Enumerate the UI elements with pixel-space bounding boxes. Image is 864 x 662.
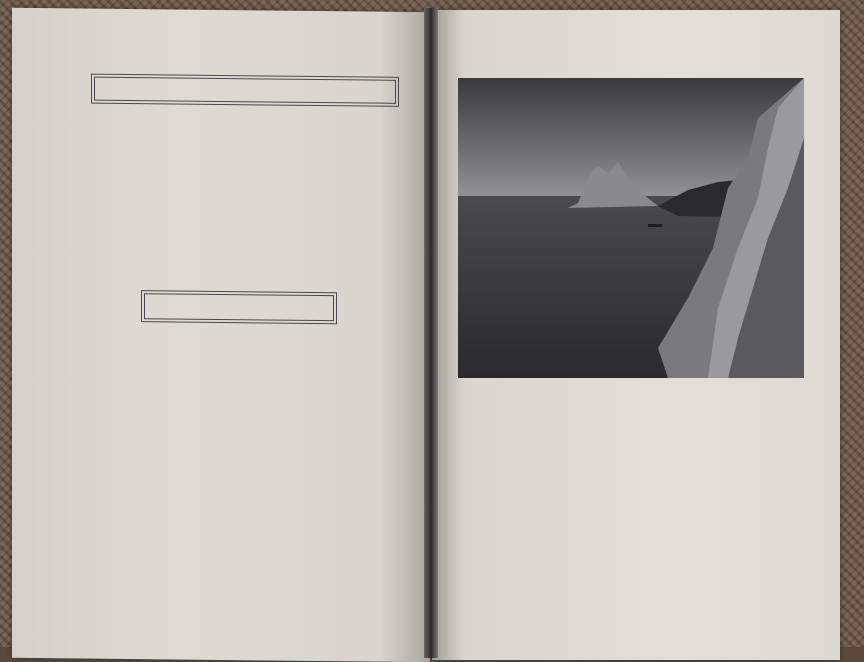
left-page — [12, 8, 430, 662]
task10-example-box — [144, 293, 334, 321]
task8-example-box — [94, 77, 396, 104]
lake-baikal-photo — [458, 78, 804, 378]
book-gutter — [424, 8, 438, 658]
task8-heading — [82, 47, 412, 50]
